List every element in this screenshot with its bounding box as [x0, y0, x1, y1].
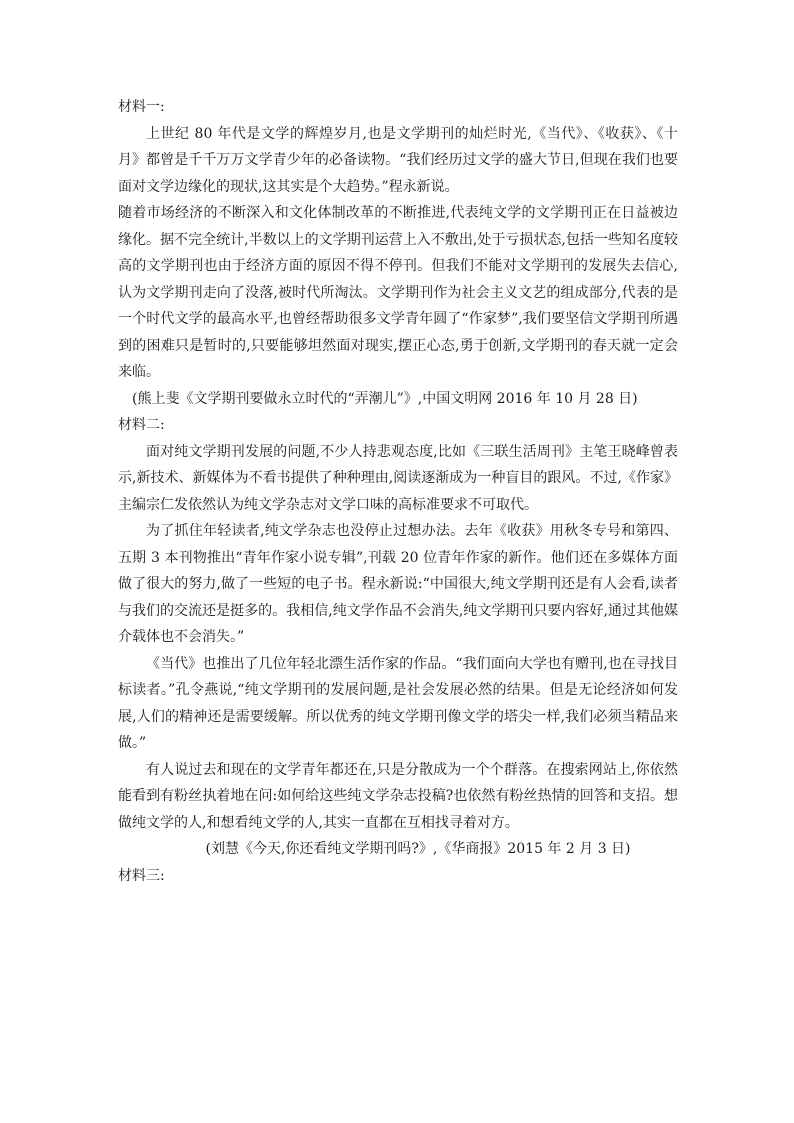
material-2-paragraph-2: 为了抓住年轻读者,纯文学杂志也没停止过想办法。去年《收获》用秋冬专号和第四、五期 3 本刊物推出“青年作家小说专辑”,刊载 20 位青年作家的新作。他们还在多媒体方面做了很大的努力,做了一些短的电子书。程永新说:“中国很大,纯文学期刊还是有人会看,读者与我们的交流还是挺多的。我相信,纯文学作品不会消失,纯文学期刊只要内容好,通过其他媒介载体也不会消失。” — [118, 523, 678, 645]
material-2-paragraph-3: 《当代》也推出了几位年轻北漂生活作家的作品。“我们面向大学也有赠刊,也在寻找目标读者。”孔令燕说,“纯文学期刊的发展问题,是社会发展必然的结果。但是无论经济如何发展,人们的精神还是需要缓解。所以优秀的纯文学期刊像文学的塔尖一样,我们必须当精品来做。” — [118, 655, 678, 751]
material-1-paragraph-1: 上世纪 80 年代是文学的辉煌岁月,也是文学期刊的灿烂时光,《当代》、《收获》、《十月》都曾是千千万万文学青少年的必备读物。“我们经历过文学的盛大节日,但现在我们也要面对文学边缘化的现状,这其实是个大趋势。”程永新说。 — [118, 125, 678, 195]
material-2-paragraph-4: 有人说过去和现在的文学青年都还在,只是分散成为一个个群落。在搜索网站上,你依然能看到有粉丝执着地在问:如何给这些纯文学杂志投稿?也依然有粉丝热情的回答和支招。想做纯文学的人,和想看纯文学的人,其实一直都在互相找寻着对方。 — [118, 761, 678, 831]
material-1-source: (熊上斐《文学期刊要做永立时代的“弄潮儿”》,中国文明网 2016 年 10 月 28 日) — [132, 390, 638, 407]
material-2-source: (刘慧《今天,你还看纯文学期刊吗?》,《华商报》2015 年 2 月 3 日) — [205, 841, 631, 857]
material-1-heading: 材料一: — [118, 99, 165, 115]
material-3-heading: 材料三: — [118, 867, 165, 884]
document-page — [118, 94, 678, 889]
material-2-heading: 材料二: — [118, 417, 165, 433]
material-1-paragraph-2: 随着市场经济的不断深入和文化体制改革的不断推进,代表纯文学的文学期刊正在日益被边缘化。据不完全统计,半数以上的文学期刊运营上入不敷出,处于亏损状态,包括一些知名度较高的文学期刊也由于经济方面的原因不得不停刊。但我们不能对文学期刊的发展失去信心,认为文学期刊走向了没落,被时代所淘汰。文学期刊作为社会主义文艺的组成部分,代表的是一个时代文学的最高水平,也曾经帮助很多文学青年圆了“作家梦”,我们要坚信文学期刊所遇到的困难只是暂时的,只要能够坦然面对现实,摆正心态,勇于创新,文学期刊的春天就一定会来临。 — [118, 205, 678, 380]
material-2-paragraph-1: 面对纯文学期刊发展的问题,不少人持悲观态度,比如《三联生活周刊》主笔王晓峰曾表示,新技术、新媒体为不看书提供了种种理由,阅读逐渐成为一种盲目的跟风。不过,《作家》主编宗仁发依然认为纯文学杂志对文学口味的高标准要求不可取代。 — [118, 443, 678, 513]
